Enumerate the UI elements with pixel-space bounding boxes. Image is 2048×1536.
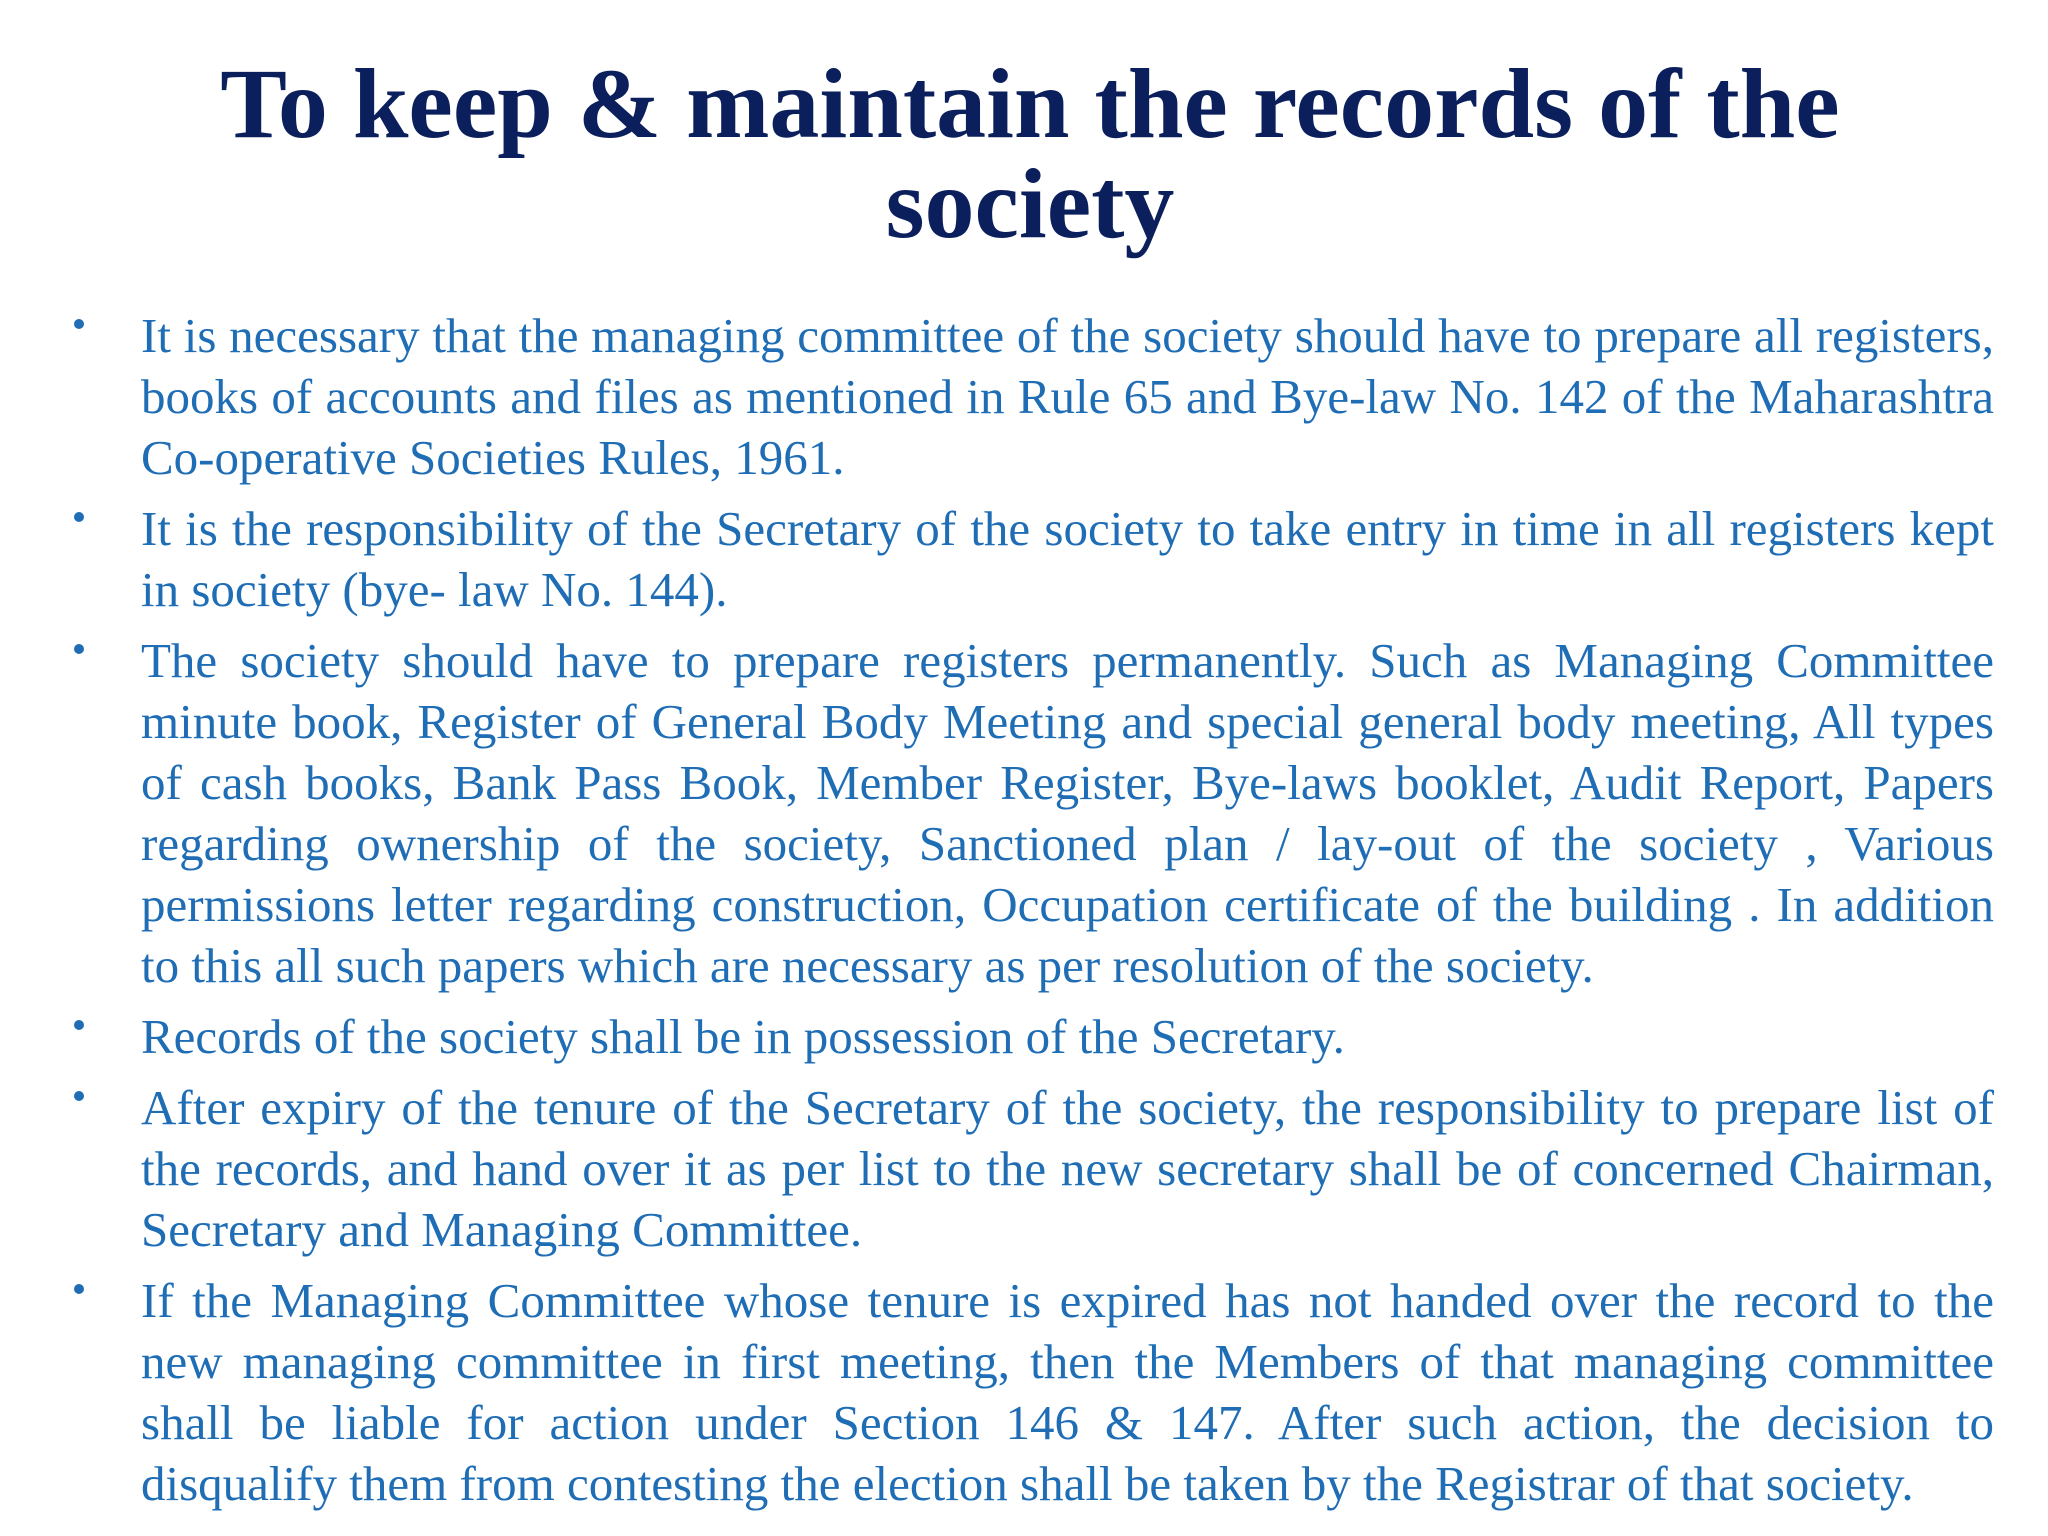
bullet-text: It is the responsibility of the Secretary of the society to take entry in time in all registers kept in society (bye- law No. 144). <box>141 501 1994 617</box>
bullet-point-icon <box>74 319 84 329</box>
slide-title: To keep & maintain the records of the society <box>220 48 1840 259</box>
bullet-item <box>0 1006 2048 1067</box>
bullet-text: The society should have to prepare registers permanently. Such as Managing Committee minute book, Register of General Body Meeting and special general body meeting, All types of cash books, Bank Pass Book, Member Register, Bye-laws booklet, Audit Report, Papers regarding ownership of the society, Sanctioned plan / lay-out of the society , Various permissions letter regarding construction, Occupation certificate of the building . In addition to this all such papers which are necessary as per resolution of the society. <box>141 633 1994 993</box>
bullet-text: If the Managing Committee whose tenure is expired has not handed over the record to the new managing committee in first meeting, then the Members of that managing committee shall be liable for action under Section 146 & 147. After such action, the decision to disqualify them from contesting the election shall be taken by the Registrar of that society. <box>141 1273 1994 1511</box>
bullet-point-icon <box>74 1020 84 1030</box>
bullet-text: After expiry of the tenure of the Secretary of the society, the responsibility to prepare list of the records, and hand over it as per list to the new secretary shall be of concerned Chairman, Secretary and Managing Committee. <box>141 1080 1994 1257</box>
bullet-text: Records of the society shall be in possession of the Secretary. <box>141 1009 1345 1064</box>
bullet-point-icon <box>74 1284 84 1294</box>
bullet-point-icon <box>74 644 84 654</box>
bullet-item <box>0 1077 2048 1260</box>
bullet-point-icon <box>74 1091 84 1101</box>
bullet-item <box>0 1270 2048 1514</box>
bullet-point-icon <box>74 512 84 522</box>
bullet-item <box>0 498 2048 620</box>
bullet-list <box>0 305 2048 1524</box>
bullet-item <box>0 630 2048 996</box>
bullet-text: It is necessary that the managing committee of the society should have to prepare all registers, books of accounts and files as mentioned in Rule 65 and Bye-law No. 142 of the Maharashtra Co-operative Societies Rules, 1961. <box>141 308 1994 485</box>
bullet-item <box>0 305 2048 488</box>
